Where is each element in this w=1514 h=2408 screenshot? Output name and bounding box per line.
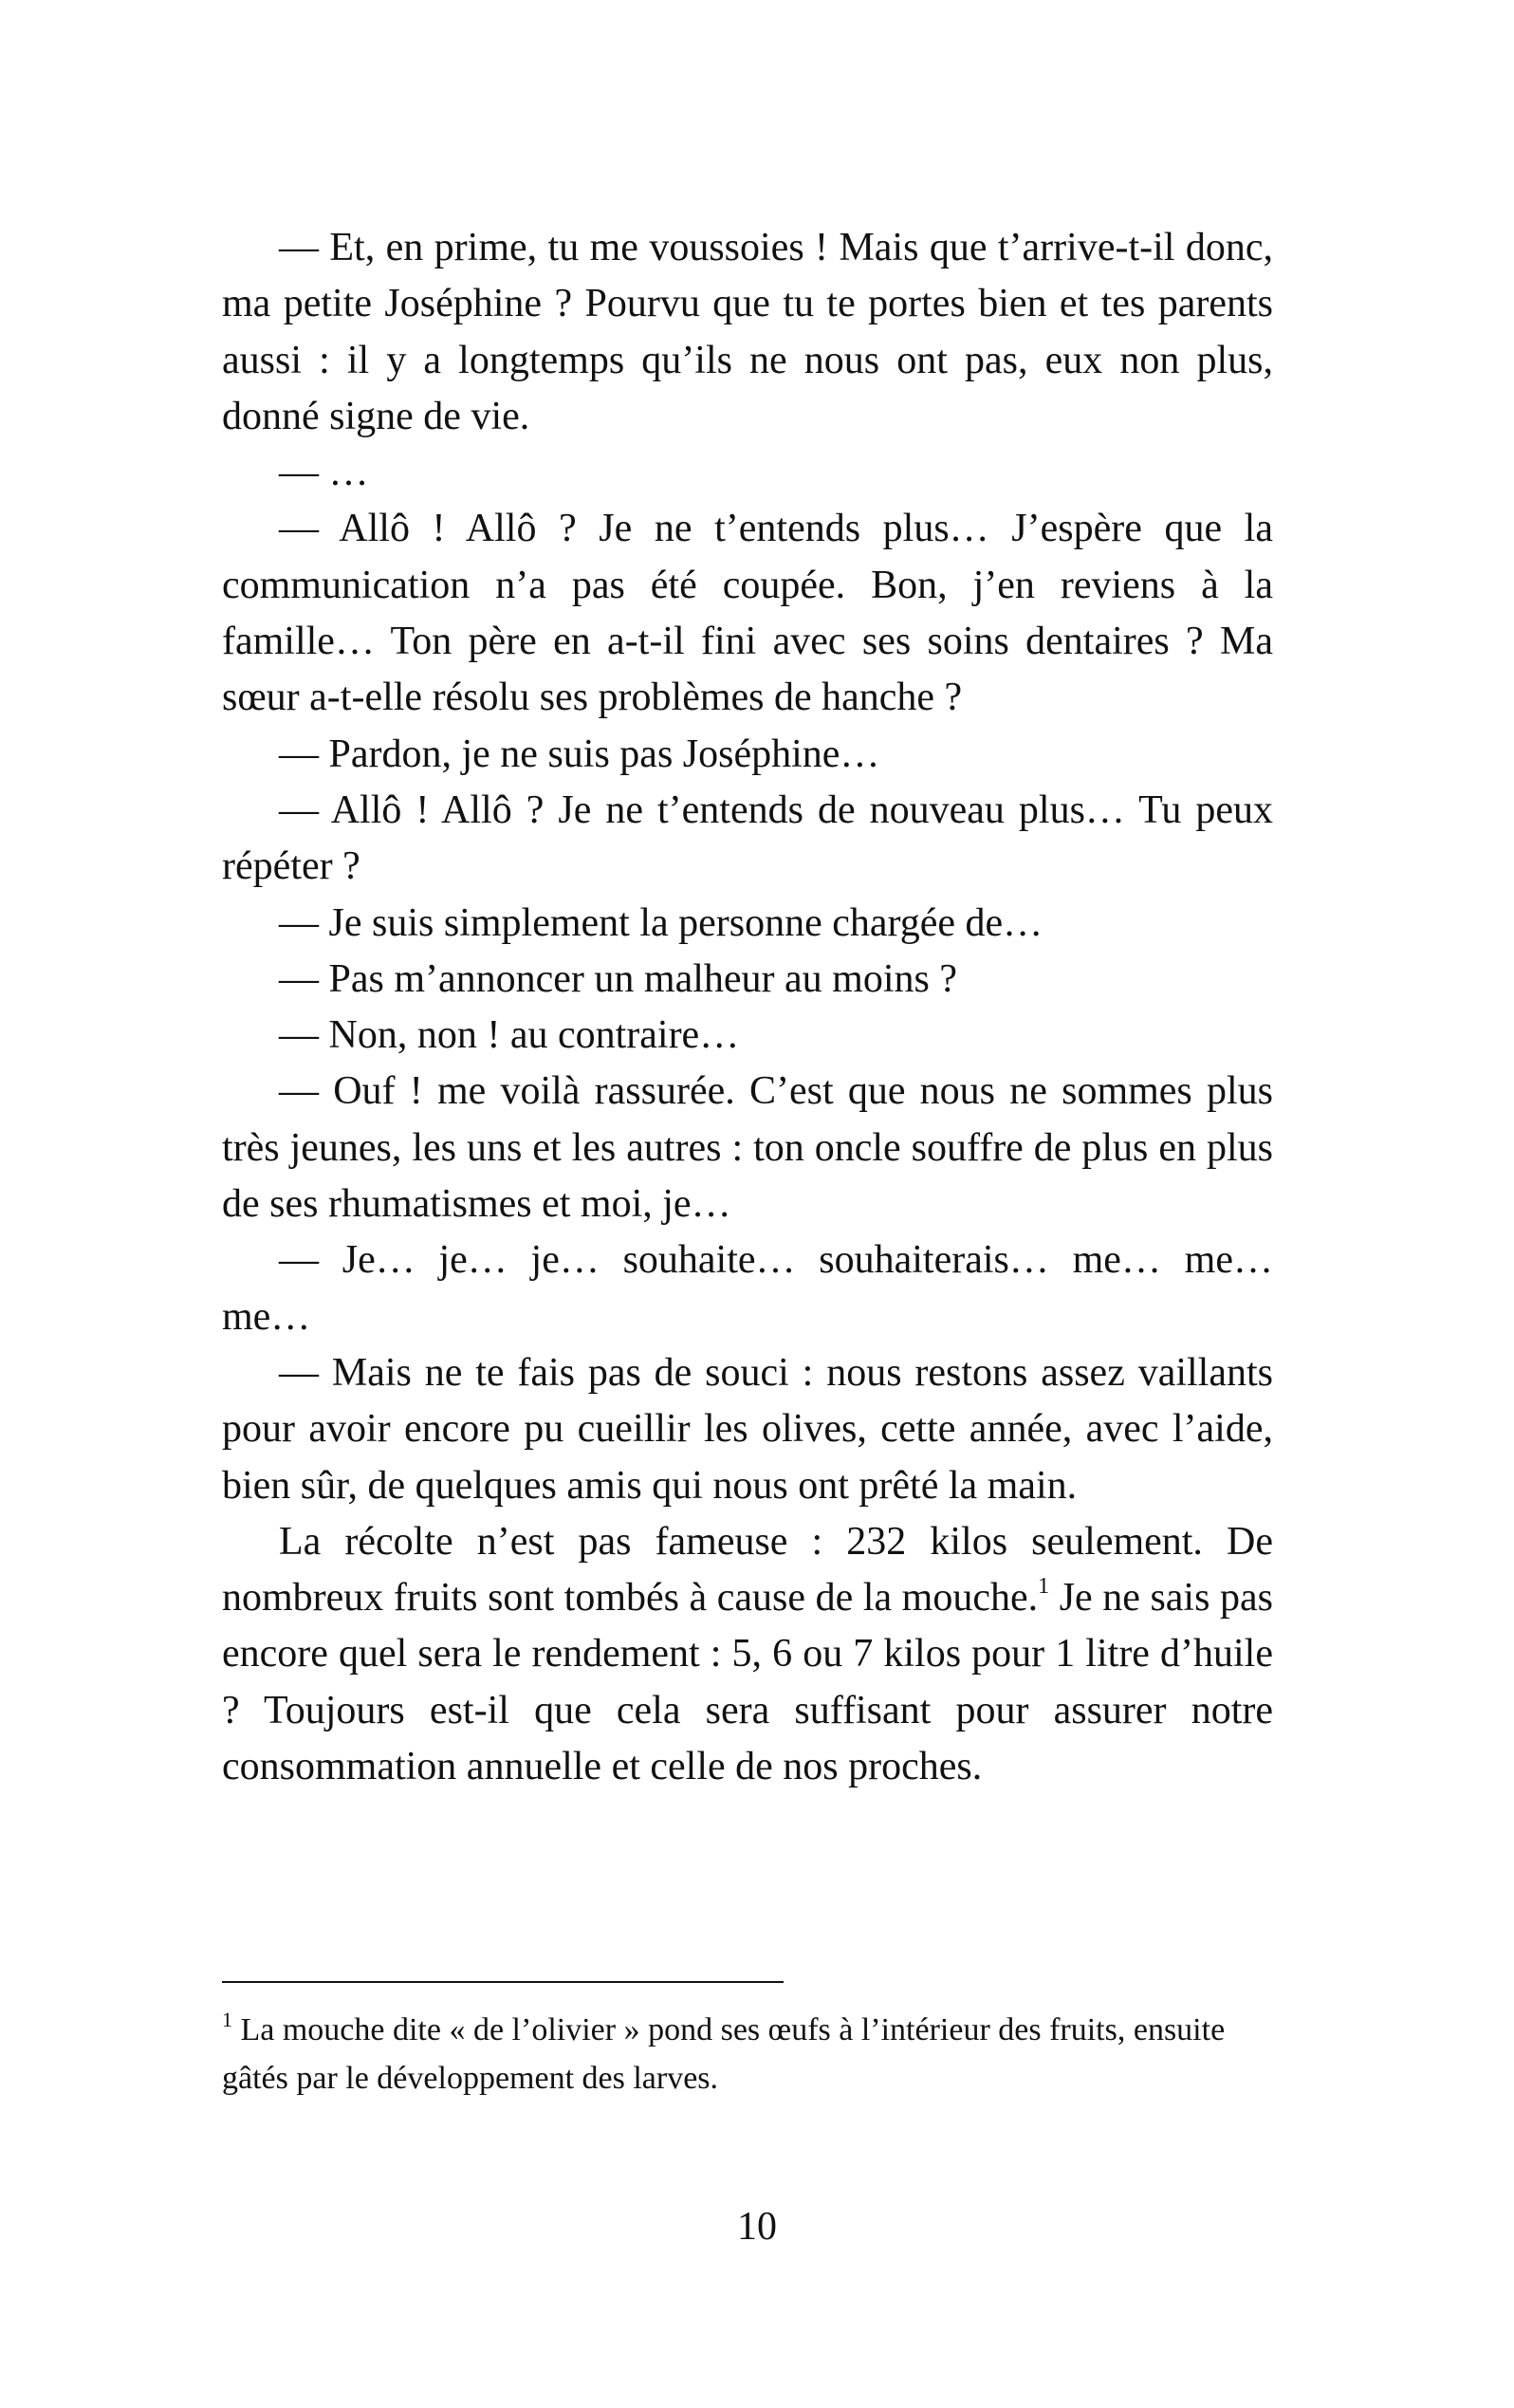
footnote-marker: 1: [222, 2008, 232, 2031]
paragraph-12-text-before: La récolte n’est pas fameuse : 232 kilos seulement. De nombreux fruits sont tombés à cause de la mouche.: [222, 1519, 1273, 1621]
footnote: [222, 2006, 1273, 2102]
paragraph-7: — Pas m’annoncer un malheur au moins ?: [279, 956, 957, 1001]
page-number: 10: [737, 2205, 777, 2249]
footnote-text: La mouche dite « de l’olivier » pond ses œufs à l’intérieur des fruits, ensuite gâtés par le développement des larves.: [222, 2012, 1226, 2096]
paragraph-12-text-after: Je ne sais pas encore quel sera le rendement : 5, 6 ou 7 kilos pour 1 litre d’huile ? Toujours est-il que cela sera suffisant pour assurer notre consommation annuelle et celle de nos proches.: [222, 1576, 1273, 1789]
paragraph-8: — Non, non ! au contraire…: [279, 1013, 740, 1058]
paragraph-11: — Mais ne te fais pas de souci : nous restons assez vaillants pour avoir encore pu cueillir les olives, cette année, avec l’aide, bien sûr, de quelques amis qui nous ont prêté la main.: [222, 1350, 1273, 1508]
paragraph-3: — Allô ! Allô ? Je ne t’entends plus… J’espère que la communication n’a pas été coupée. Bon, j’en reviens à la famille… Ton père en a-t-il fini avec ses soins dentaires ? Ma sœur a-t-elle résolu ses problèmes de hanche ?: [222, 507, 1273, 720]
paragraph-12: [222, 1514, 1273, 1795]
paragraph-9: — Ouf ! me voilà rassurée. C’est que nous ne sommes plus très jeunes, les uns et les autres : ton oncle souffre de plus en plus de ses rhumatismes et moi, je…: [222, 1069, 1273, 1227]
footnote-reference[interactable]: 1: [1038, 1574, 1050, 1600]
body-text: [222, 220, 1273, 1795]
paragraph-6: — Je suis simplement la personne chargée de…: [279, 900, 1043, 945]
paragraph-2: — …: [279, 451, 369, 495]
paragraph-4: — Pardon, je ne suis pas Joséphine…: [279, 732, 880, 776]
footnote-divider: [222, 1981, 784, 1983]
paragraph-5: — Allô ! Allô ? Je ne t’entends de nouveau plus… Tu peux répéter ?: [222, 787, 1273, 889]
paragraph-1: — Et, en prime, tu me voussoies ! Mais que t’arrive-t-il donc, ma petite Joséphine ? Pourvu que tu te portes bien et tes parents aussi : il y a longtemps qu’ils ne nous ont pas, eux non plus, donné signe de vie.: [222, 226, 1273, 438]
paragraph-10: — Je… je… je… souhaite… souhaiterais… me… me… me…: [222, 1238, 1273, 1339]
